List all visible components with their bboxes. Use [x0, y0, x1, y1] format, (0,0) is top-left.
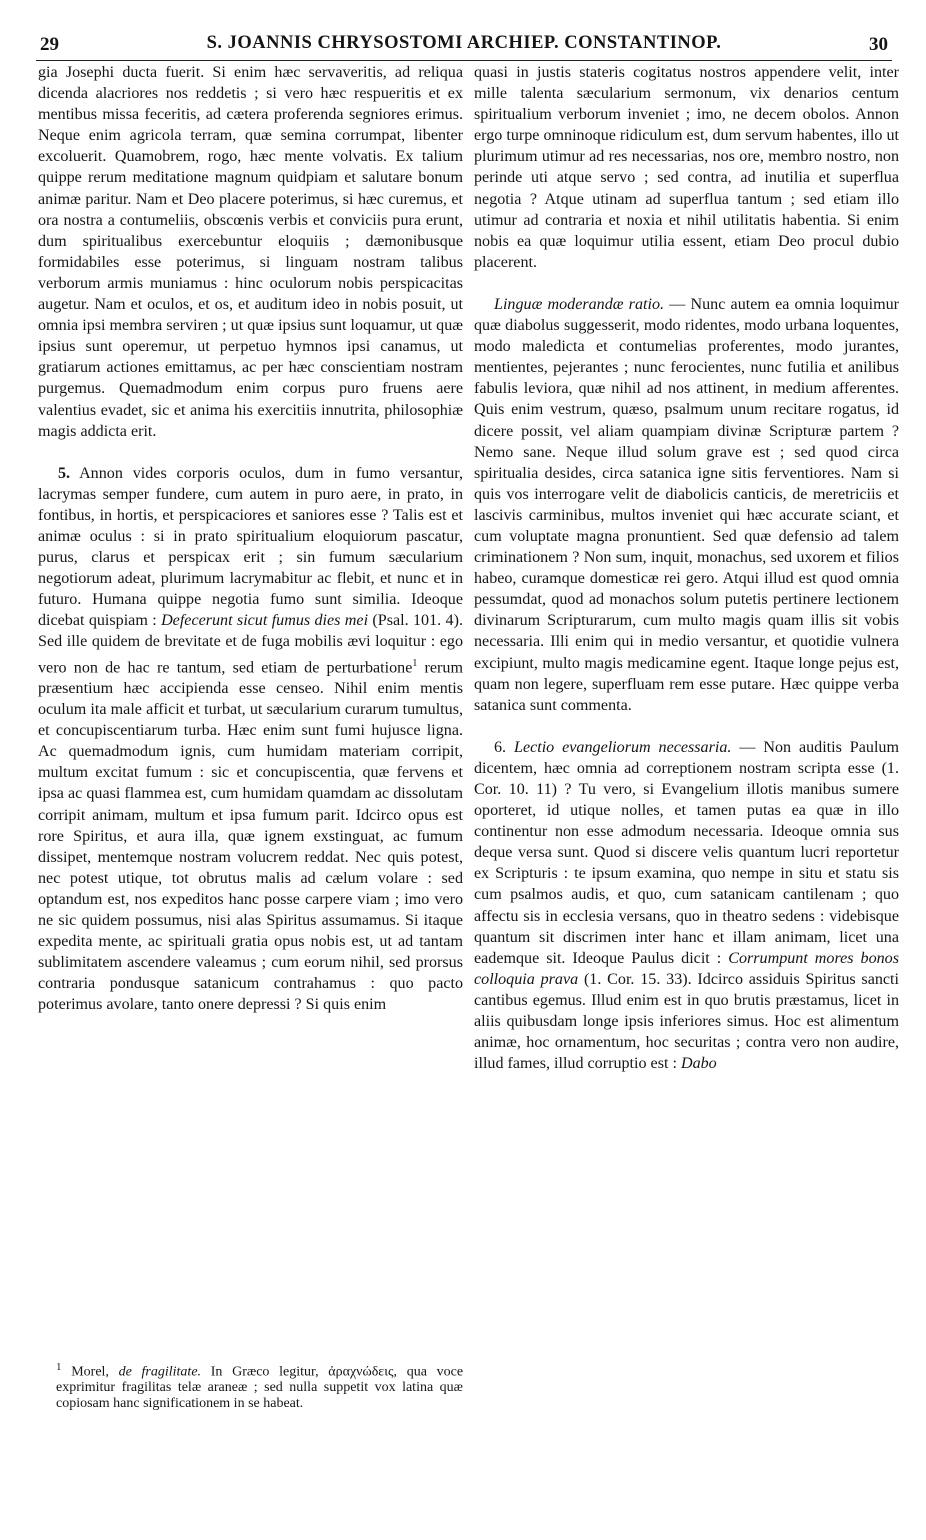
section-number: 6.: [494, 738, 507, 756]
scripture-quote: Defecerunt sicut fumus dies mei: [161, 612, 369, 630]
running-header: [36, 32, 892, 61]
page-number-left: 29: [40, 34, 59, 55]
paragraph-section-6: [474, 737, 899, 1075]
footnote: [56, 1360, 463, 1411]
paragraph-text: Annon vides corporis oculos, dum in fumo versantur, lacrymas semper fundere, cum autem in puro aere, in prato, in fontibus, in hortis, et perspicaciores et saniores esse ? Talis est et animæ oculus : si in prato spiritualium eloquiorum pascatur, purus, clarus et perspicax erit ; sin fumum sæcularium negotiorum adeat, plurimum lacrymabitur ac flebit, et nunc et in futuro. Humana quippe negotia fumo sunt similia. Ideoque dicebat quispiam :: [38, 464, 463, 630]
section-heading: Linguæ moderandæ ratio.: [494, 295, 665, 313]
page-number-right: 30: [869, 34, 888, 55]
paragraph-text: Idcirco assiduis Spiritus sancti cantibus egemus. Illud enim est in quo brutis præstamus, licet in aliis quibusdam longe ipsis inferiores simus. Hoc est alimentum animæ, hoc ornamentum, hoc securitas ; contra vero non audire, illud fames, illud corruptio est :: [474, 970, 899, 1073]
paragraph-text: rerum præsentium hæc accipienda esse censeo. Nihil enim mentis oculum ita male afficit et turbat, ut sæcularium curarum tumultus, et concupiscentiarum turba. Hæc enim sunt fumi hujusce ligna. Ac quemadmodum ignis, cum humidam materiam corripit, multum excitat fumum : sic et concupiscentia, quæ fervens et ipsa ac quasi flammea est, cum humidam quamdam ac dissolutam corripit animam, multum et ipsa fumum parit. Idcirco opus est rore Spiritus, et aura illa, quæ ignem exstinguat, ac fumum dissipet, mentemque nostram volucrem reddat. Nec quis potest, nec potest utique, tot obrutus malis ad cælum volare : sed optandum est, nos expeditos hanc posse carpere viam ; imo vero ne sic quidem possumus, nisi alas Spiritus assumamus. Si itaque expedita mente, ac spirituali gratia opus nobis est, ut ad tantam sublimitatem ascendere valeamus ; cum eorum nihil, sed prorsus contraria pondusque satanicum contrahamus : quo pacto poterimus avolare, tanto onere depressi ? Si quis enim: [38, 658, 463, 1014]
running-title: S. JOANNIS CHRYSOSTOMI ARCHIEP. CONSTANTINOP.: [206, 33, 722, 53]
catchword: Dabo: [680, 1055, 717, 1073]
paragraph-text: — Non auditis Paulum dicentem, hæc omnia ad correptionem nostram scripta esse (1. Cor. 10. 11) ? Tu vero, si Evangelium illotis manibus sumere oporteret, id utique nolles, et tamen putas ea quæ in illo continentur non esse admodum necessaria. Ideoque omnia sus deque versa sunt. Quod si discere velis quantum lucri reportetur ex Scripturis : te ipsum examina, quo nempe in situ et statu sis cum psalmos audis, et quo, cum satanicam cantilenam ; quo affectu sis in ecclesia versans, quo in theatro sedens : videbisque quantum sit discrimen inter hanc et illam animam, licet una eademque sit. Ideoque Paulus dicit :: [474, 738, 899, 967]
footnote-text: In Græco legitur, ἀραχνώδεις, qua voce exprimitur fragilitas telæ araneæ ; sed nulla suppetit vox latina quæ copiosam hanc significationem in se habeat.: [56, 1364, 464, 1411]
paragraph-continuation: gia Josephi ducta fuerit. Si enim hæc servaveritis, ad reliqua dicenda alacriores nos reddetis ; si vero hæc respueritis et ex mentibus missa feceritis, ad cætera proferenda segniores erimus. Neque enim agricola terram, quæ semina corrumpat, libenter excoluerit. Quamobrem, rogo, hæc mente volvatis. Ex talium quippe rerum meditatione magnum quidpiam et salutare bonum animæ paritur. Nam et Deo placere poterimus, si hæc curemus, et ora nostra a contumeliis, obscœnis verbis et conviciis pura erunt, dum spiritualibus exercebuntur eloquiis ; dæmonibusque formidabiles esse poterimus, si linguam nostram talibus verborum armis muniamus : hinc oculorum nobis perspicacitas augetur. Nam et oculos, et os, et auditum ideo in nobis posuit, ut omnia ipsi membra serviren ; ut quæ ipsius sunt loquamur, ut quæ ipsius sunt operemur, ut perpetuo hymnos ipsi canamus, ut gratiarum actiones emittamus, ac per hæc conscientiam nostram purgemus. Quemadmodum enim corpus puro fruens aere valentius evadet, sic et anima his exercitiis innutrita, philosophiæ magis addicta erit.: [38, 64, 463, 440]
footnote-marker: 1: [412, 657, 418, 669]
paragraph-section-5: [38, 463, 463, 1016]
paragraph-text: Sed ille quidem de brevitate et de fuga mobilis ævi loquitur : ego vero non de hac re tantum, sed etiam de perturbatione: [38, 633, 463, 676]
paragraph-lingua: [474, 294, 899, 716]
section-heading: Lectio evangeliorum necessaria.: [514, 738, 732, 756]
right-column: [474, 62, 899, 1074]
paragraph-text: — Nunc autem ea omnia loquimur quæ diabolus suggesserit, modo ridentes, modo urbana loquentes, modo maledicta et contumelias proferentes, modo jurantes, mentientes, pejerantes ; nunc ferocientes, nunc futilia et anilibus fabulis leviora, quæ nihil ad nos attinent, in medium afferentes. Quis enim vestrum, quæso, psalmum unum recitare rogatus, id dicere possit, vel aliam quampiam divinæ Scripturæ partem ? Nemo sane. Neque illud solum grave est ; sed quod circa spiritualia desides, circa satanica igne sitis ferventiores. Nam si quis vos interrogare velit de diabolicis canticis, de meretriciis et lascivis carminibus, multos inveniet qui hæc accurate sciant, et cum voluptate magna pronuntient. Sed quæ defensio ad talem criminationem ? Non sum, inquit, monachus, sed uxorem et filios habeo, curamque domesticæ rei gero. Atqui illud est quod omnia pessumdat, quod ad monachos solum putetis pertinere lectionem divinarum Scripturarum, cum multo magis quam illis sit vobis necessaria. Illi enim qui in medio versantur, et quotidie vulnera excipiunt, multo magis medicamine egent. Itaque longe pejus est, quam non legere, superfluam rem esse putare. Hæc quippe verba satanica sunt commenta.: [474, 295, 899, 714]
footnote-number: 1: [56, 1361, 62, 1373]
left-column: [38, 62, 463, 1015]
scripture-reference: (1. Cor. 15. 33).: [583, 970, 692, 988]
paragraph-continuation: quasi in justis stateris cogitatus nostros appendere velit, inter mille talenta sæcularium sermonum, vix denarios centum spiritualium verborum inveniet ; imo, ne decem obolos. Annon ergo turpe omninoque ridiculum est, dum servum habentes, illo ut plurimum utimur ad res necessarias, nos ore, membro nostro, non perinde uti atque servo ; sed contra, ad inutilia et superflua negotia ? Atque utinam ad superflua tantum ; sed etiam illo utimur ad contraria et noxia et nihil utilitatis habentia. Si enim nobis ea quæ loquimur utilia essent, etiam Deo procul dubio placerent.: [474, 64, 899, 271]
scripture-quote: Corrumpunt mores bonos colloquia prava: [474, 949, 899, 988]
footnote-work: de fragilitate.: [118, 1364, 202, 1380]
footnote-author: Morel,: [71, 1364, 109, 1380]
scripture-reference: (Psal. 101. 4).: [372, 612, 463, 630]
section-number: 5.: [58, 464, 71, 482]
